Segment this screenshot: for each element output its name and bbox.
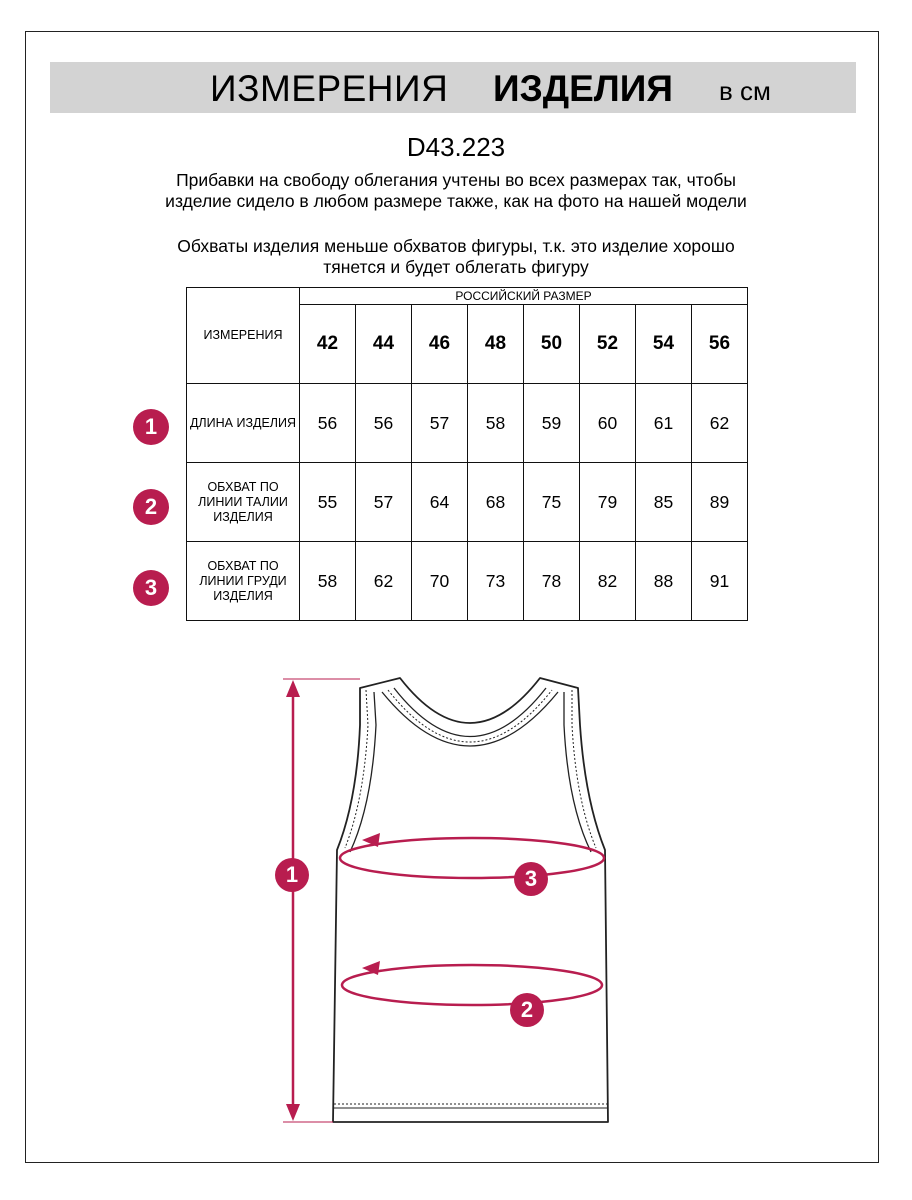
measurement-lines <box>283 679 604 1122</box>
table-cell: 88 <box>636 542 692 621</box>
row-number-badge: 1 <box>133 409 169 445</box>
table-cell: 64 <box>412 463 468 542</box>
table-cell: 75 <box>524 463 580 542</box>
row-label: ОБХВАТ ПО ЛИНИИ ТАЛИИ ИЗДЕЛИЯ <box>187 463 300 542</box>
table-cell: 79 <box>580 463 636 542</box>
size-header: 56 <box>692 305 748 384</box>
table-cell: 56 <box>356 384 412 463</box>
tank-top-outline <box>333 678 608 1122</box>
table-cell: 57 <box>356 463 412 542</box>
title-unit: в см <box>719 76 771 106</box>
table-cell: 85 <box>636 463 692 542</box>
table-cell: 62 <box>692 384 748 463</box>
row-label: ОБХВАТ ПО ЛИНИИ ГРУДИ ИЗДЕЛИЯ <box>187 542 300 621</box>
row-label: ДЛИНА ИЗДЕЛИЯ <box>187 384 300 463</box>
row-number-badge: 3 <box>133 570 169 606</box>
table-cell: 62 <box>356 542 412 621</box>
row-number-badge: 2 <box>133 489 169 525</box>
size-header: 46 <box>412 305 468 384</box>
table-cell: 59 <box>524 384 580 463</box>
table-cell: 78 <box>524 542 580 621</box>
table-cell: 60 <box>580 384 636 463</box>
size-header: 54 <box>636 305 692 384</box>
waist-badge: 2 <box>510 993 544 1027</box>
size-header: 44 <box>356 305 412 384</box>
chest-badge: 3 <box>514 862 548 896</box>
corner-label: ИЗМЕРЕНИЯ <box>187 288 300 384</box>
title-bold: ИЗДЕЛИЯ <box>493 68 673 109</box>
table-cell: 91 <box>692 542 748 621</box>
fit-note: Прибавки на свободу облегания учтены во всех размерах так, чтобы изделие сидело в любом размере также, как на фото на нашей модели <box>165 170 747 211</box>
table-cell: 57 <box>412 384 468 463</box>
size-header: 52 <box>580 305 636 384</box>
stretch-note: Обхваты изделия меньше обхватов фигуры, т.к. это изделие хорошо тянется и будет облегать фигуру <box>177 236 735 277</box>
size-header: 50 <box>524 305 580 384</box>
table-cell: 73 <box>468 542 524 621</box>
table-cell: 89 <box>692 463 748 542</box>
table-cell: 70 <box>412 542 468 621</box>
article-number: D43.223 <box>406 132 506 162</box>
table-cell: 55 <box>300 463 356 542</box>
table-cell: 58 <box>300 542 356 621</box>
table-cell: 82 <box>580 542 636 621</box>
size-group-label: РОССИЙСКИЙ РАЗМЕР <box>300 288 748 305</box>
size-header: 42 <box>300 305 356 384</box>
table-cell: 58 <box>468 384 524 463</box>
size-header: 48 <box>468 305 524 384</box>
title-light: ИЗМЕРЕНИЯ <box>210 68 449 109</box>
table-cell: 61 <box>636 384 692 463</box>
length-badge: 1 <box>275 858 309 892</box>
table-cell: 56 <box>300 384 356 463</box>
table-cell: 68 <box>468 463 524 542</box>
